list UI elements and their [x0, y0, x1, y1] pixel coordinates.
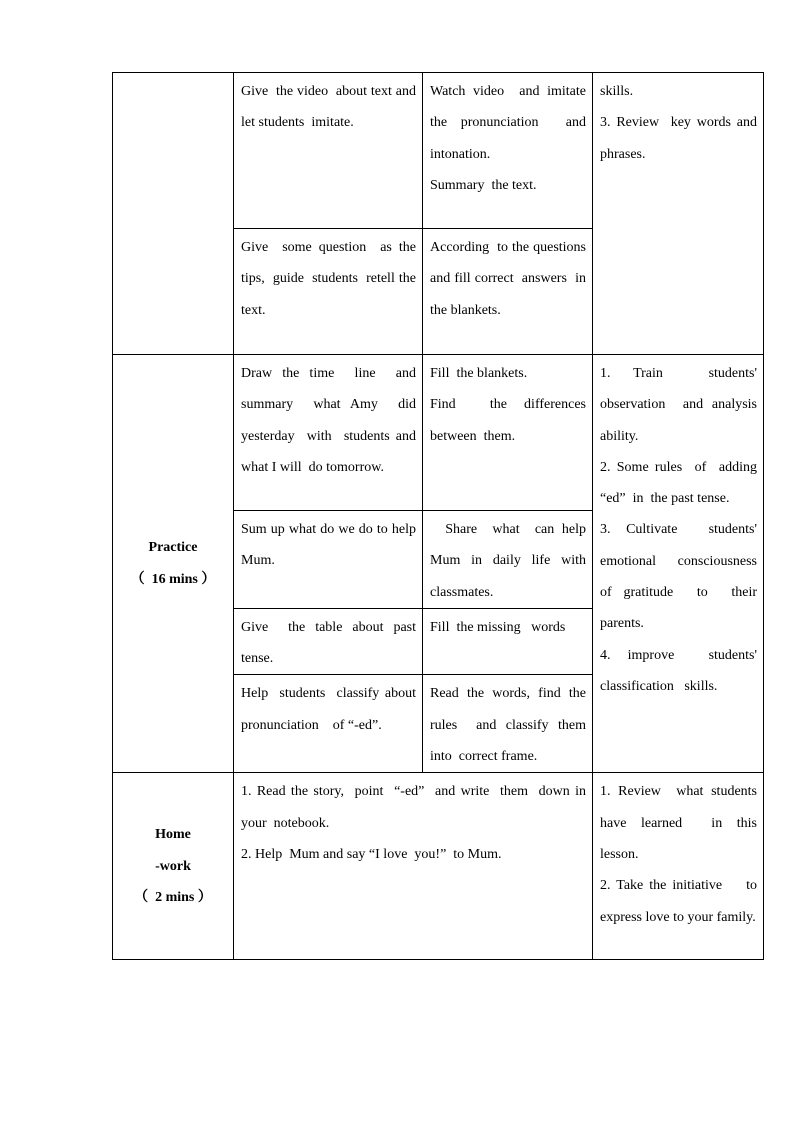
homework-activity-cell	[234, 773, 593, 960]
teacher-activity-cell	[234, 355, 423, 511]
cell-text: Share what can help Mum in daily life with classmates.	[430, 522, 590, 600]
stage-cell-empty	[113, 73, 234, 355]
cell-text: 2. Help Mum and say “I love you!” to Mum.	[241, 846, 502, 862]
cell-text: Give some question as the tips, guide students retell the text.	[241, 240, 423, 318]
stage-duration: （ 16 mins ）	[130, 571, 216, 587]
homework-stage-cell	[113, 773, 234, 960]
lesson-plan-table	[112, 72, 764, 960]
cell-text: Sum up what do we do to help Mum.	[241, 522, 423, 569]
cell-text: 3. Cultivate students' emotional consciousness of gratitude to their parents.	[600, 522, 764, 632]
student-activity-cell	[423, 355, 593, 511]
cell-text: Find the differences between them.	[430, 397, 590, 444]
table-row	[113, 73, 764, 229]
cell-text: 1. Train students' observation and analysis ability.	[600, 366, 764, 444]
cell-text: 2. Take the initiative to express love to your family.	[600, 878, 761, 925]
cell-text: Draw the time line and summary what Amy did yesterday with students and what I will do tomorrow.	[241, 366, 420, 475]
cell-text: Watch video and imitate the pronunciation and intonation.	[430, 84, 593, 162]
stage-duration: （ 2 mins ）	[134, 890, 212, 906]
cell-text: 4. improve students' classification skills.	[600, 647, 761, 694]
teacher-activity-cell	[234, 511, 423, 609]
cell-text: 3. Review key words and phrases.	[600, 115, 761, 162]
teacher-activity-cell	[234, 675, 423, 773]
cell-text: Give the table about past tense.	[241, 619, 420, 667]
cell-text: Fill the blankets.	[430, 366, 528, 381]
teacher-activity-cell	[234, 73, 423, 229]
cell-text: 1. Read the story, point “-ed” and write them down in your notebook.	[241, 784, 590, 831]
table-row	[113, 773, 764, 960]
student-activity-cell	[423, 511, 593, 609]
cell-text: Give the video about text and let students imitate.	[241, 84, 420, 131]
cell-text: skills.	[600, 84, 634, 99]
purpose-cell	[593, 773, 764, 960]
cell-text: According to the questions and fill correct answers in the blankets.	[430, 240, 593, 318]
student-activity-cell	[423, 608, 593, 675]
student-activity-cell	[423, 73, 593, 229]
stage-title: Home	[155, 827, 191, 843]
table-row	[113, 355, 764, 511]
purpose-cell	[593, 73, 764, 355]
student-activity-cell	[423, 229, 593, 355]
cell-text: Help students classify about pronunciation of “-ed”.	[241, 686, 420, 733]
cell-text: 1. Review what students have learned in this lesson.	[600, 784, 764, 862]
cell-text: Summary the text.	[430, 177, 537, 193]
cell-text: 2. Some rules of adding “ed” in the past tense.	[600, 459, 761, 507]
cell-text: Read the words, find the rules and classify them into correct frame.	[430, 686, 590, 765]
teacher-activity-cell	[234, 608, 423, 675]
student-activity-cell	[423, 675, 593, 773]
cell-text: Fill the missing words	[430, 619, 566, 635]
practice-stage-cell	[113, 355, 234, 773]
teacher-activity-cell	[234, 229, 423, 355]
purpose-cell	[593, 355, 764, 773]
stage-title: Practice	[148, 540, 198, 556]
stage-title: -work	[155, 858, 191, 874]
